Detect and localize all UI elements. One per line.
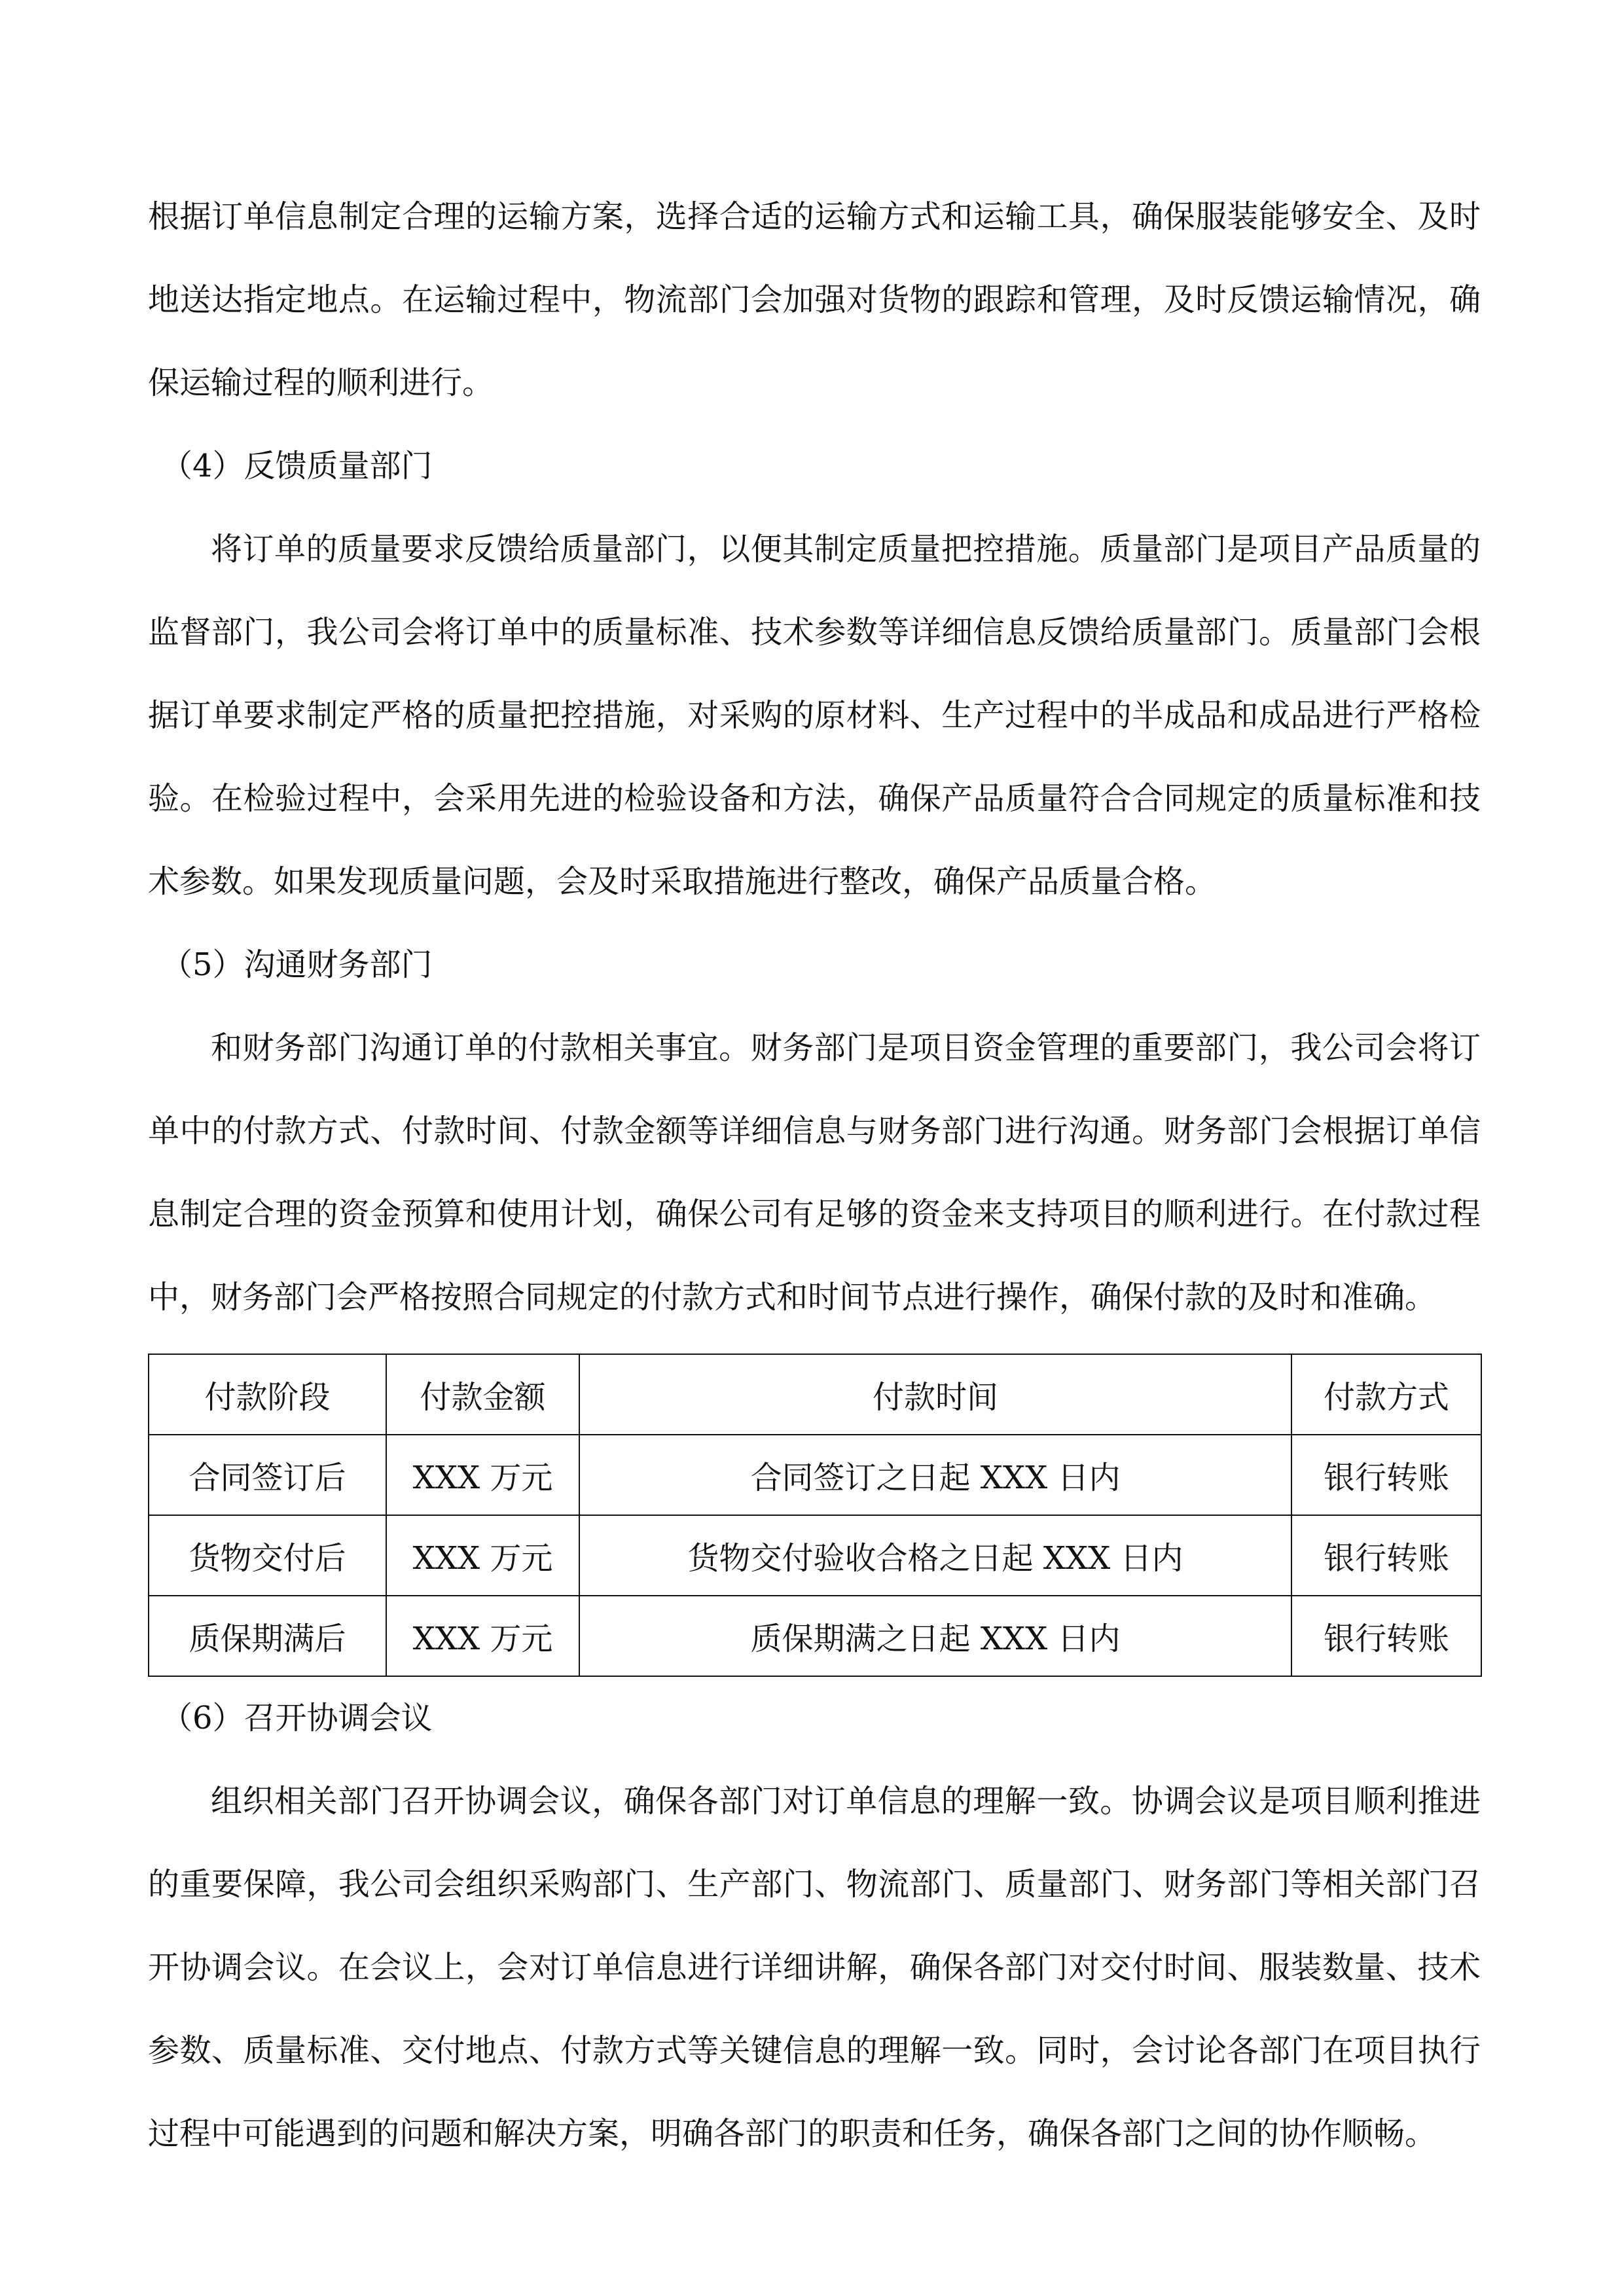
table-row: [149, 1596, 1481, 1676]
table-row: [149, 1435, 1481, 1515]
table-header-row: [149, 1354, 1481, 1435]
document-page: [148, 175, 1481, 2176]
payment-schedule-table: [148, 1354, 1482, 1677]
header-payment-amount: 付款金额: [386, 1354, 579, 1435]
cell-method: 银行转账: [1291, 1515, 1481, 1596]
paragraph-finance-communication: 和财务部门沟通订单的付款相关事宜。财务部门是项目资金管理的重要部门，我公司会将订单中的付款方式、付款时间、付款金额等详细信息与财务部门进行沟通。财务部门会根据订单信息制定合理的资金预算和使用计划，确保公司有足够的资金来支持项目的顺利进行。在付款过程中，财务部门会严格按照合同规定的付款方式和时间节点进行操作，确保付款的及时和准确。: [148, 1030, 1481, 1316]
table-row: [149, 1515, 1481, 1596]
heading-quality-feedback: （4）反馈质量部门: [161, 448, 433, 484]
cell-stage: 质保期满后: [149, 1596, 386, 1676]
cell-stage: 货物交付后: [149, 1515, 386, 1596]
paragraph-quality-feedback: 将订单的质量要求反馈给质量部门，以便其制定质量把控措施。质量部门是项目产品质量的监督部门，我公司会将订单中的质量标准、技术参数等详细信息反馈给质量部门。质量部门会根据订单要求制定严格的质量把控措施，对采购的原材料、生产过程中的半成品和成品进行严格检验。在检验过程中，会采用先进的检验设备和方法，确保产品质量符合合同规定的质量标准和技术参数。如果发现质量问题，会及时采取措施进行整改，确保产品质量合格。: [148, 531, 1481, 900]
paragraph-transport-plan: 根据订单信息制定合理的运输方案，选择合适的运输方式和运输工具，确保服装能够安全、及时地送达指定地点。在运输过程中，物流部门会加强对货物的跟踪和管理，及时反馈运输情况，确保运输过程的顺利进行。: [148, 198, 1481, 401]
header-payment-time: 付款时间: [579, 1354, 1291, 1435]
cell-method: 银行转账: [1291, 1435, 1481, 1515]
heading-finance-communication: （5）沟通财务部门: [161, 946, 433, 983]
paragraph-coordination-meeting: 组织相关部门召开协调会议，确保各部门对订单信息的理解一致。协调会议是项目顺利推进的重要保障，我公司会组织采购部门、生产部门、物流部门、质量部门、财务部门等相关部门召开协调会议。在会议上，会对订单信息进行详细讲解，确保各部门对交付时间、服装数量、技术参数、质量标准、交付地点、付款方式等关键信息的理解一致。同时，会讨论各部门在项目执行过程中可能遇到的问题和解决方案，明确各部门的职责和任务，确保各部门之间的协作顺畅。: [148, 1783, 1481, 2152]
cell-amount: XXX 万元: [386, 1596, 579, 1676]
header-payment-method: 付款方式: [1291, 1354, 1481, 1435]
cell-time: 质保期满之日起 XXX 日内: [579, 1596, 1291, 1676]
cell-amount: XXX 万元: [386, 1515, 579, 1596]
cell-amount: XXX 万元: [386, 1435, 579, 1515]
header-payment-stage: 付款阶段: [149, 1354, 386, 1435]
cell-stage: 合同签订后: [149, 1435, 386, 1515]
heading-coordination-meeting: （6）召开协调会议: [161, 1700, 433, 1736]
cell-method: 银行转账: [1291, 1596, 1481, 1676]
cell-time: 货物交付验收合格之日起 XXX 日内: [579, 1515, 1291, 1596]
cell-time: 合同签订之日起 XXX 日内: [579, 1435, 1291, 1515]
